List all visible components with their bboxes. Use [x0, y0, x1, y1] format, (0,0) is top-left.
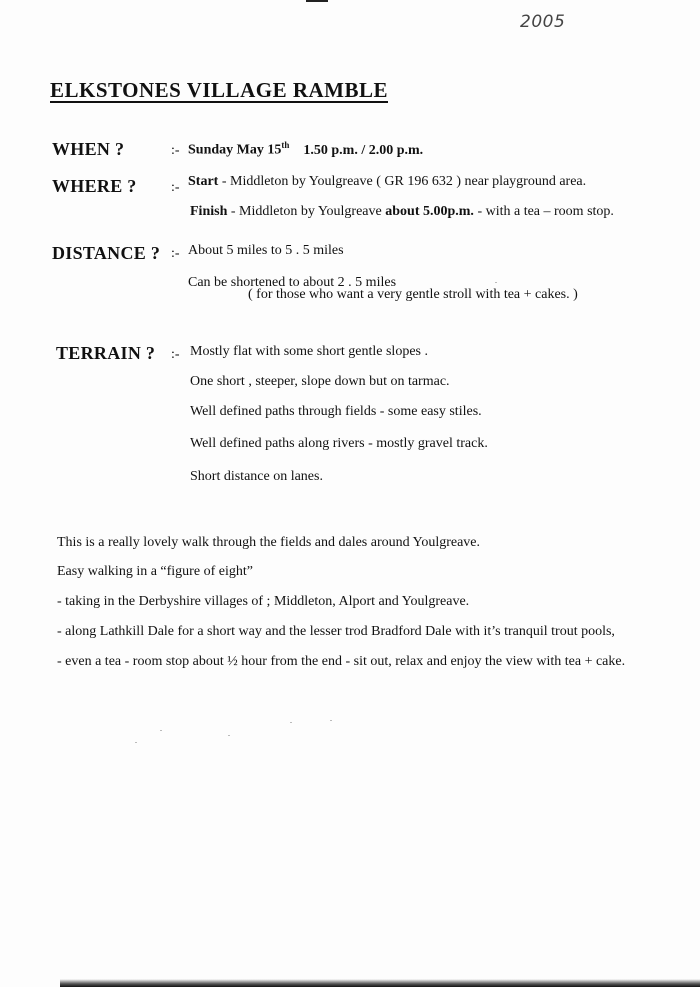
terrain-line: One short , steeper, slope down but on tarmac. — [190, 374, 450, 389]
when-times: 1.50 p.m. / 2.00 p.m. — [303, 142, 424, 158]
document-title: ELKSTONES VILLAGE RAMBLE — [50, 78, 388, 102]
terrain-separator: :- — [171, 347, 180, 362]
scan-speck — [495, 282, 497, 283]
when-details — [188, 140, 423, 159]
finish-label: Finish — [190, 204, 228, 219]
where-separator: :- — [171, 180, 180, 195]
when-day: Sunday May 15 — [188, 142, 282, 158]
finish-text: - Middleton by Youlgreave — [227, 204, 386, 219]
description-line: - even a tea - room stop about ½ hour from the end - sit out, relax and enjoy the view with tea + cake. — [57, 654, 626, 669]
distance-line-1: About 5 miles to 5 . 5 miles — [188, 243, 344, 258]
scan-speck — [135, 742, 137, 743]
when-heading: WHEN ? — [52, 139, 125, 159]
scan-speck — [290, 722, 292, 723]
terrain-line: Well defined paths along rivers - mostly gravel track. — [190, 436, 488, 451]
terrain-line: Short distance on lanes. — [190, 469, 323, 484]
distance-line-3: ( for those who want a very gentle stroll with tea + cakes. ) — [248, 287, 578, 302]
finish-time: about 5.00p.m. — [385, 204, 474, 219]
description-line: This is a really lovely walk through the fields and dales around Youlgreave. — [57, 535, 481, 550]
scan-speck — [160, 730, 162, 731]
terrain-line: Mostly flat with some short gentle slopes . — [190, 344, 428, 359]
distance-line-2: Can be shortened to about 2 . 5 miles — [188, 275, 397, 290]
where-start — [188, 174, 586, 190]
terrain-line: Well defined paths through fields - some easy stiles. — [190, 404, 482, 419]
distance-separator: :- — [171, 246, 180, 261]
scan-speck — [330, 720, 332, 721]
description-line: Easy walking in a “figure of eight” — [57, 564, 253, 579]
where-finish — [190, 204, 614, 220]
terrain-heading: TERRAIN ? — [56, 343, 156, 363]
description-line: - taking in the Derbyshire villages of ; Middleton, Alport and Youlgreave. — [57, 594, 470, 609]
handwritten-year: 2005 — [520, 12, 566, 32]
where-heading: WHERE ? — [52, 176, 137, 196]
start-text: - Middleton by Youlgreave ( GR 196 632 ) near playground area. — [218, 174, 587, 189]
start-label: Start — [188, 174, 219, 189]
description-line: - along Lathkill Dale for a short way and the lesser trod Bradford Dale with it’s tranquil trout pools, — [57, 624, 615, 639]
distance-heading: DISTANCE ? — [52, 243, 161, 263]
scan-mark — [306, 0, 328, 2]
when-separator: :- — [171, 143, 180, 158]
scan-bottom-edge — [60, 979, 700, 987]
scan-speck — [228, 735, 230, 736]
when-day-suffix: th — [281, 140, 290, 150]
finish-rest: - with a tea – room stop. — [473, 204, 614, 219]
